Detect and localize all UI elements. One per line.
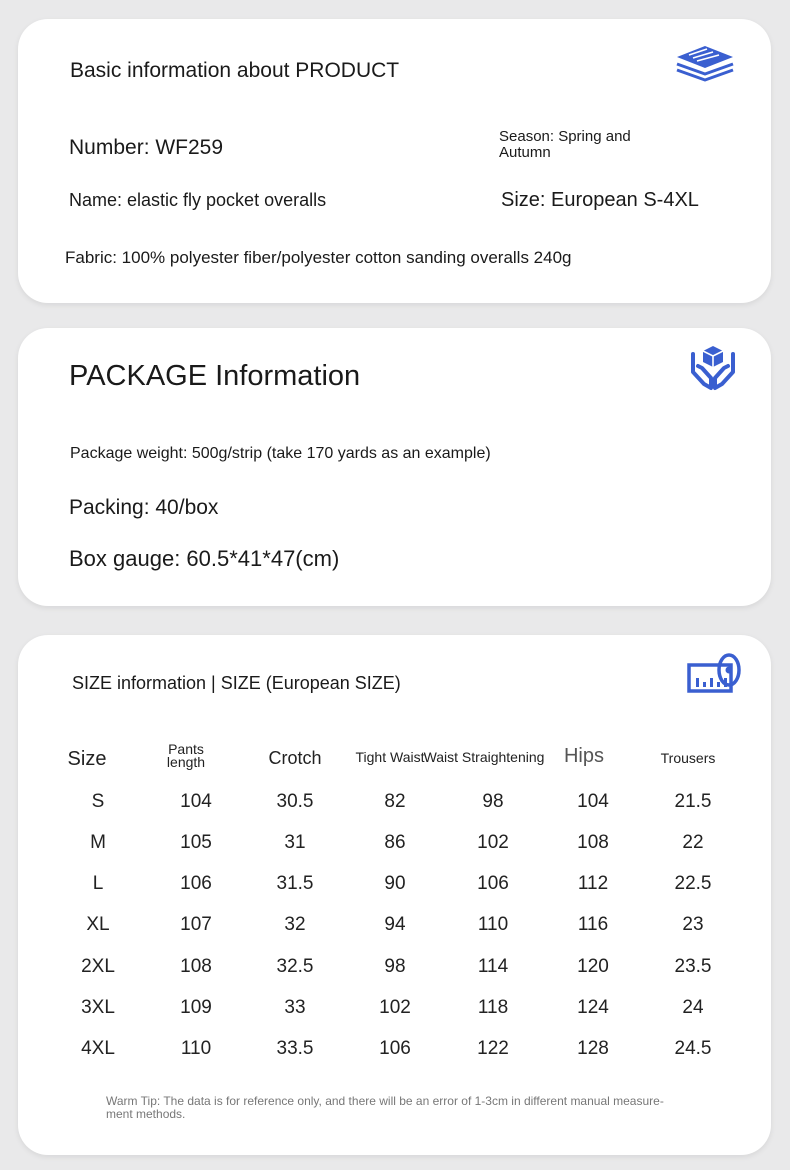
cell-hips: 112 xyxy=(577,873,609,894)
header-pants-line-1: Pants xyxy=(168,741,204,757)
cell-tight-waist: 86 xyxy=(384,832,406,853)
size-info-card xyxy=(18,635,771,1155)
cell-tight-waist: 82 xyxy=(384,791,406,812)
cell-pants-length: 107 xyxy=(180,914,212,935)
package-packing: Packing: 40/box xyxy=(69,496,219,519)
cell-trousers: 24 xyxy=(682,997,704,1018)
cell-crotch: 32.5 xyxy=(276,956,314,977)
stacked-layers-icon xyxy=(673,44,737,84)
header-size: Size xyxy=(67,748,107,770)
season-line-2: Autumn xyxy=(499,144,551,161)
product-size-range: Size: European S-4XL xyxy=(501,189,699,211)
cell-size: 4XL xyxy=(81,1038,115,1059)
product-fabric: Fabric: 100% polyester fiber/polyester cotton sanding overalls 240g xyxy=(65,248,572,267)
header-pants-length xyxy=(167,743,205,769)
header-trousers: Trousers xyxy=(660,750,716,766)
cell-tight-waist: 98 xyxy=(384,956,406,977)
header-tight-waist: Tight Waist xyxy=(355,749,425,765)
warm-tip-line-1: Warm Tip: The data is for reference only, and there will be an error of 1-3cm in different manual measure- xyxy=(106,1094,664,1108)
cell-pants-length: 105 xyxy=(180,832,212,853)
package-weight: Package weight: 500g/strip (take 170 yards as an example) xyxy=(70,445,491,462)
product-number: Number: WF259 xyxy=(69,136,224,159)
cell-waist-straightening: 102 xyxy=(477,832,509,853)
season-line-1: Season: Spring and xyxy=(499,128,631,145)
cell-tight-waist: 102 xyxy=(379,997,411,1018)
cell-trousers: 22 xyxy=(682,832,704,853)
size-info-title: SIZE information | SIZE (European SIZE) xyxy=(72,673,401,693)
cell-size: 3XL xyxy=(81,997,115,1018)
cell-waist-straightening: 98 xyxy=(482,791,504,812)
cell-crotch: 31 xyxy=(284,832,306,853)
cell-tight-waist: 94 xyxy=(384,914,406,935)
cell-pants-length: 108 xyxy=(180,956,212,977)
warm-tip-line-2: ment methods. xyxy=(106,1107,186,1121)
header-hips: Hips xyxy=(563,745,605,767)
cell-pants-length: 110 xyxy=(180,1038,212,1059)
cell-trousers: 22.5 xyxy=(674,873,712,894)
cell-pants-length: 109 xyxy=(180,997,212,1018)
cell-trousers: 23.5 xyxy=(674,956,712,977)
cell-hips: 104 xyxy=(577,791,609,812)
cell-waist-straightening: 106 xyxy=(477,873,509,894)
basic-info-card xyxy=(18,19,771,303)
cell-crotch: 33 xyxy=(284,997,306,1018)
tape-measure-icon xyxy=(686,651,742,695)
cell-trousers: 23 xyxy=(682,914,704,935)
header-waist-straightening: Waist Straightening xyxy=(423,749,545,765)
cell-waist-straightening: 122 xyxy=(477,1038,509,1059)
cell-waist-straightening: 110 xyxy=(477,914,509,935)
basic-info-title: Basic information about PRODUCT xyxy=(70,59,400,82)
cell-waist-straightening: 114 xyxy=(477,956,509,977)
product-season xyxy=(499,129,631,161)
cell-tight-waist: 90 xyxy=(384,873,406,894)
header-crotch: Crotch xyxy=(268,748,322,768)
cell-size: S xyxy=(91,791,105,812)
header-pants-line-2: length xyxy=(166,754,206,770)
cell-size: M xyxy=(90,832,106,853)
cell-pants-length: 104 xyxy=(180,791,212,812)
package-box-gauge: Box gauge: 60.5*41*47(cm) xyxy=(69,546,340,571)
product-name: Name: elastic fly pocket overalls xyxy=(69,190,327,210)
cell-hips: 108 xyxy=(577,832,609,853)
cell-crotch: 31.5 xyxy=(276,873,314,894)
package-info-card xyxy=(18,328,771,606)
cell-tight-waist: 106 xyxy=(379,1038,411,1059)
cell-pants-length: 106 xyxy=(180,873,212,894)
cell-hips: 120 xyxy=(577,956,609,977)
cell-size: XL xyxy=(86,914,110,935)
warm-tip xyxy=(106,1095,664,1121)
cell-crotch: 32 xyxy=(284,914,306,935)
cell-size: 2XL xyxy=(81,956,115,977)
hands-box-icon xyxy=(690,344,736,392)
cell-hips: 124 xyxy=(577,997,609,1018)
cell-trousers: 21.5 xyxy=(674,791,712,812)
cell-crotch: 30.5 xyxy=(276,791,314,812)
cell-trousers: 24.5 xyxy=(674,1038,712,1059)
cell-hips: 116 xyxy=(577,914,609,935)
cell-waist-straightening: 118 xyxy=(477,997,509,1018)
cell-hips: 128 xyxy=(577,1038,609,1059)
cell-crotch: 33.5 xyxy=(276,1038,314,1059)
cell-size: L xyxy=(92,873,104,894)
package-info-title: PACKAGE Information xyxy=(69,360,361,392)
